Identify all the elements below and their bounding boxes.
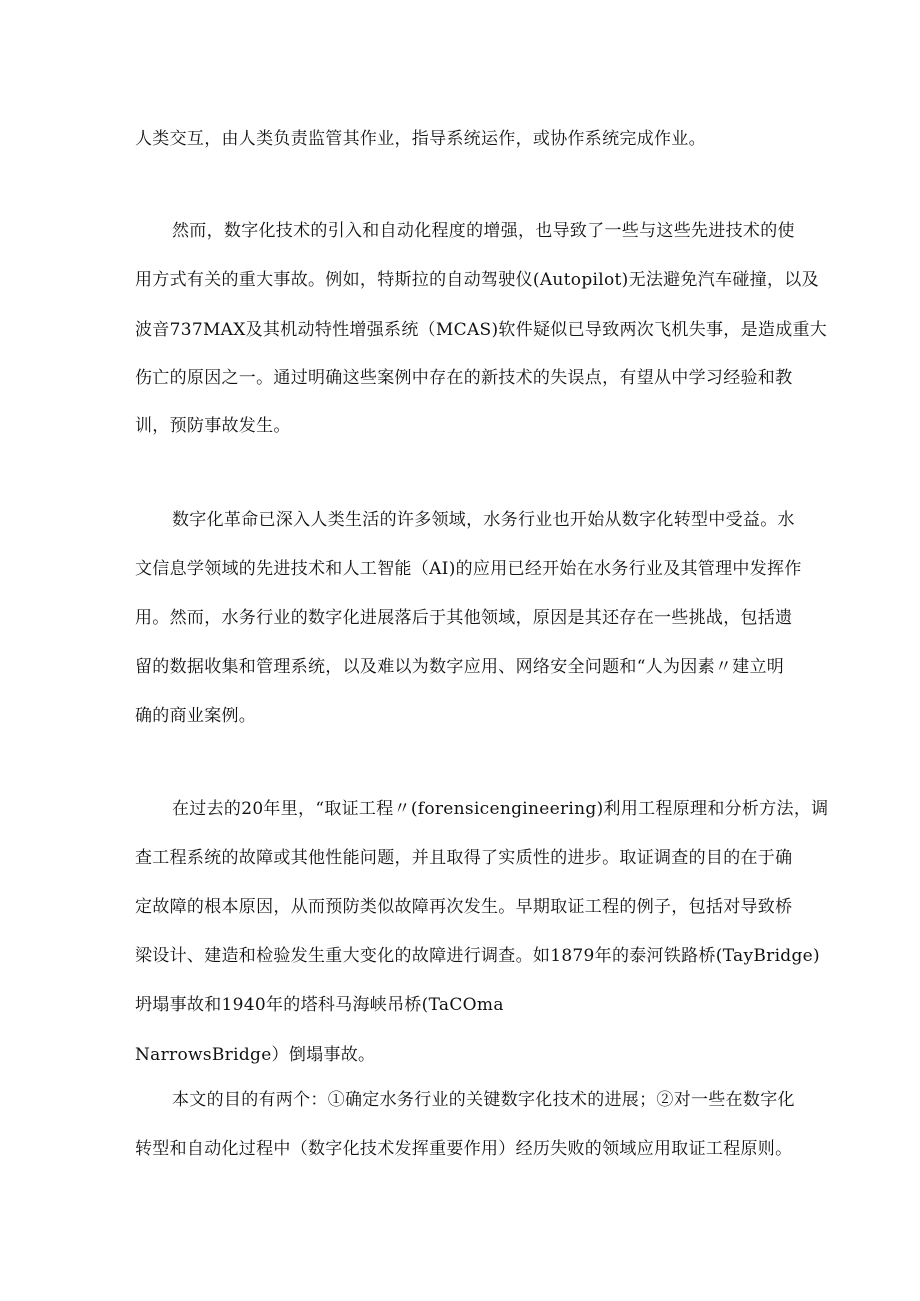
paragraph-5-line-1: 本文的目的有两个：①确定水务行业的关键数字化技术的进展；②对一些在数字化 (172, 1090, 795, 1110)
paragraph-4-line-3: 定故障的根本原因，从而预防类似故障再次发生。早期取证工程的例子，包括对导致桥 (135, 897, 793, 917)
paragraph-2-line-3: 波音737MAX及其机动特性增强系统（MCAS)软件疑似已导致两次飞机失事，是造成重大 (135, 320, 828, 340)
paragraph-4-line-5: 坍塌事故和1940年的塔科马海峡吊桥(TaCOma (135, 995, 504, 1015)
paragraph-3-line-5: 确的商业案例。 (135, 706, 257, 726)
paragraph-3-line-1: 数字化革命已深入人类生活的许多领域，水务行业也开始从数字化转型中受益。水 (172, 510, 795, 530)
paragraph-4-line-1: 在过去的20年里，“取证工程〃(forensicengineering)利用工程原理和分析方法，调 (172, 799, 829, 819)
paragraph-2-line-1: 然而，数字化技术的引入和自动化程度的增强，也导致了一些与这些先进技术的使 (172, 221, 795, 241)
paragraph-4-line-2: 查工程系统的故障或其他性能问题，并且取得了实质性的进步。取证调查的目的在于确 (135, 848, 793, 868)
paragraph-3-line-4: 留的数据收集和管理系统，以及难以为数字应用、网络安全问题和“人为因素〃建立明 (135, 657, 785, 677)
paragraph-3-line-2: 文信息学领域的先进技术和人工智能（AI)的应用已经开始在水务行业及其管理中发挥作 (135, 559, 802, 579)
paragraph-3-line-3: 用。然而，水务行业的数字化进展落后于其他领域，原因是其还存在一些挑战，包括遗 (135, 608, 793, 628)
paragraph-2-line-4: 伤亡的原因之一。通过明确这些案例中存在的新技术的失误点，有望从中学习经验和教 (135, 368, 793, 388)
paragraph-1-line-1: 人类交互，由人类负责监管其作业，指导系统运作，或协作系统完成作业。 (135, 129, 706, 149)
paragraph-5-line-2: 转型和自动化过程中（数字化技术发挥重要作用）经历失败的领域应用取证工程原则。 (135, 1139, 793, 1159)
paragraph-2-line-2: 用方式有关的重大事故。例如，特斯拉的自动驾驶仪(Autopilot)无法避免汽车碰撞，以及 (135, 270, 819, 290)
paragraph-4-line-4: 梁设计、建造和检验发生重大变化的故障进行调查。如1879年的泰河铁路桥(TayBridge) (135, 946, 820, 966)
paragraph-2-line-5: 训，预防事故发生。 (135, 416, 291, 436)
paragraph-4-line-6: NarrowsBridge）倒塌事故。 (135, 1045, 376, 1065)
